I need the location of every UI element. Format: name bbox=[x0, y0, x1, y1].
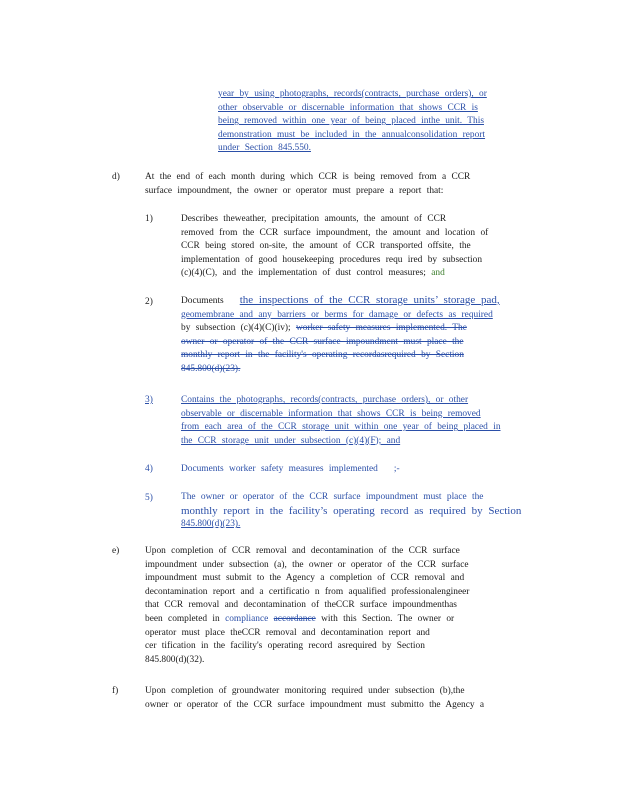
item-e-line6: been completed in compliance accordance with this Section. The owner or bbox=[145, 613, 455, 624]
deleted-accordance: accordance bbox=[273, 613, 316, 624]
sub4-label: 4) bbox=[145, 464, 153, 474]
sub2-line1: Documents the inspections of the CCR storage units’ storage pad, bbox=[181, 294, 500, 306]
item-e-label: e) bbox=[112, 546, 120, 556]
item-e-paragraph bbox=[145, 545, 545, 667]
item-e-line: 845.800(d)(32). bbox=[145, 654, 205, 665]
item-e-line: Upon completion of CCR removal and decontamination of the CCR surface bbox=[145, 546, 460, 556]
continuation-line: under Section 845.550. bbox=[218, 143, 311, 154]
continuation-line: being removed within one year of being placed inthe unit. This bbox=[218, 116, 484, 127]
item-f-label: f) bbox=[112, 686, 119, 696]
sub3-line: from each area of the CCR storage unit within one year of being placed in bbox=[181, 422, 501, 433]
item-e-line: operator must place theCCR removal and decontamination report and bbox=[145, 627, 430, 638]
deleted-text: worker safety measures implemented. The bbox=[295, 323, 467, 334]
deleted-line: 845.800(d)(23). bbox=[181, 363, 241, 374]
sub4-text: Documents worker safety measures implemented bbox=[181, 464, 378, 474]
inserted-compliance: compliance bbox=[225, 613, 269, 624]
sub2-paragraph bbox=[181, 294, 543, 377]
item-e-line: cer tification in the facility's operating record asrequired by Section bbox=[145, 641, 425, 652]
sub5-paragraph bbox=[181, 491, 543, 532]
inserted-and: and bbox=[431, 268, 445, 279]
deleted-line: monthly report in the facility's operating recordasrequired by Section bbox=[181, 350, 464, 361]
sub2-line3: by subsection (c)(4)(C)(iv); worker safety measures implemented. The bbox=[181, 323, 467, 334]
item-d-line: surface impoundment, the owner or operator must prepare a report that: bbox=[145, 185, 444, 196]
sub5-line: monthly report in the facility’s operating record as required by Section bbox=[181, 504, 522, 517]
continuation-line: other observable or discernable information that shows CCR is bbox=[218, 102, 478, 113]
item-d-label: d) bbox=[112, 172, 120, 182]
sub3-line: Contains the photographs, records(contracts, purchase orders), or other bbox=[181, 395, 469, 405]
item-e-line: that CCR removal and decontamination of theCCR surface impoundmenthas bbox=[145, 600, 457, 611]
sub5-line: 845.800(d)(23). bbox=[181, 519, 241, 530]
sub3-paragraph bbox=[181, 394, 543, 448]
item-e-line: decontamination report and a certificatio n from aqualified professionalengineer bbox=[145, 586, 470, 597]
continuation-line: year by using photographs, records(contracts, purchase orders), or bbox=[218, 89, 487, 99]
sub1-line: removed from the CCR surface impoundment, the amount and location of bbox=[181, 227, 489, 238]
deleted-line: owner or operator of the CCR surface impoundment must place the bbox=[181, 336, 464, 347]
sub1-paragraph bbox=[181, 213, 543, 281]
sub5-label: 5) bbox=[145, 493, 153, 503]
sub1-line: implementation of good housekeeping procedures requ ired by subsection bbox=[181, 254, 483, 265]
sub2-line: geomembrane and any barriers or berms for damage or defects as required bbox=[181, 309, 493, 320]
sub3-line: observable or discernable information that shows CCR is being removed bbox=[181, 408, 481, 419]
sub5-line: The owner or operator of the CCR surface impoundment must place the bbox=[181, 492, 484, 502]
sub4-tail: ;- bbox=[393, 464, 400, 474]
inserted-inspections-text: the inspections of the CCR storage units’ storage pad, bbox=[239, 294, 500, 306]
item-f-line: owner or operator of the CCR surface impoundment must submitto the Agency a bbox=[145, 699, 485, 710]
sub1-line: Describes theweather, precipitation amounts, the amount of CCR bbox=[181, 214, 447, 224]
continuation-line: demonstration must be included in the annualconsolidation report bbox=[218, 129, 486, 140]
item-d-line: At the end of each month during which CCR is being removed from a CCR bbox=[145, 172, 471, 182]
item-f-paragraph bbox=[145, 685, 545, 712]
sub1-line: CCR being stored on-site, the amount of CCR transported offsite, the bbox=[181, 241, 471, 252]
sub1-label: 1) bbox=[145, 214, 153, 224]
item-e-line: impoundment must submit to the Agency a completion of CCR removal and bbox=[145, 573, 465, 584]
item-d-intro bbox=[145, 171, 545, 198]
sub3-line: the CCR storage unit under subsection (c)(4)(F); and bbox=[181, 435, 401, 446]
item-f-line: Upon completion of groundwater monitoring required under subsection (b),the bbox=[145, 686, 465, 696]
sub4-paragraph bbox=[181, 463, 543, 477]
item-e-line: impoundment under subsection (a), the owner or operator of the CCR surface bbox=[145, 559, 469, 570]
continuation-paragraph bbox=[218, 88, 540, 156]
sub2-label: 2) bbox=[145, 297, 153, 307]
sub3-label: 3) bbox=[145, 395, 153, 405]
sub1-line: (c)(4)(C), and the implementation of dust control measures; and bbox=[181, 268, 445, 279]
